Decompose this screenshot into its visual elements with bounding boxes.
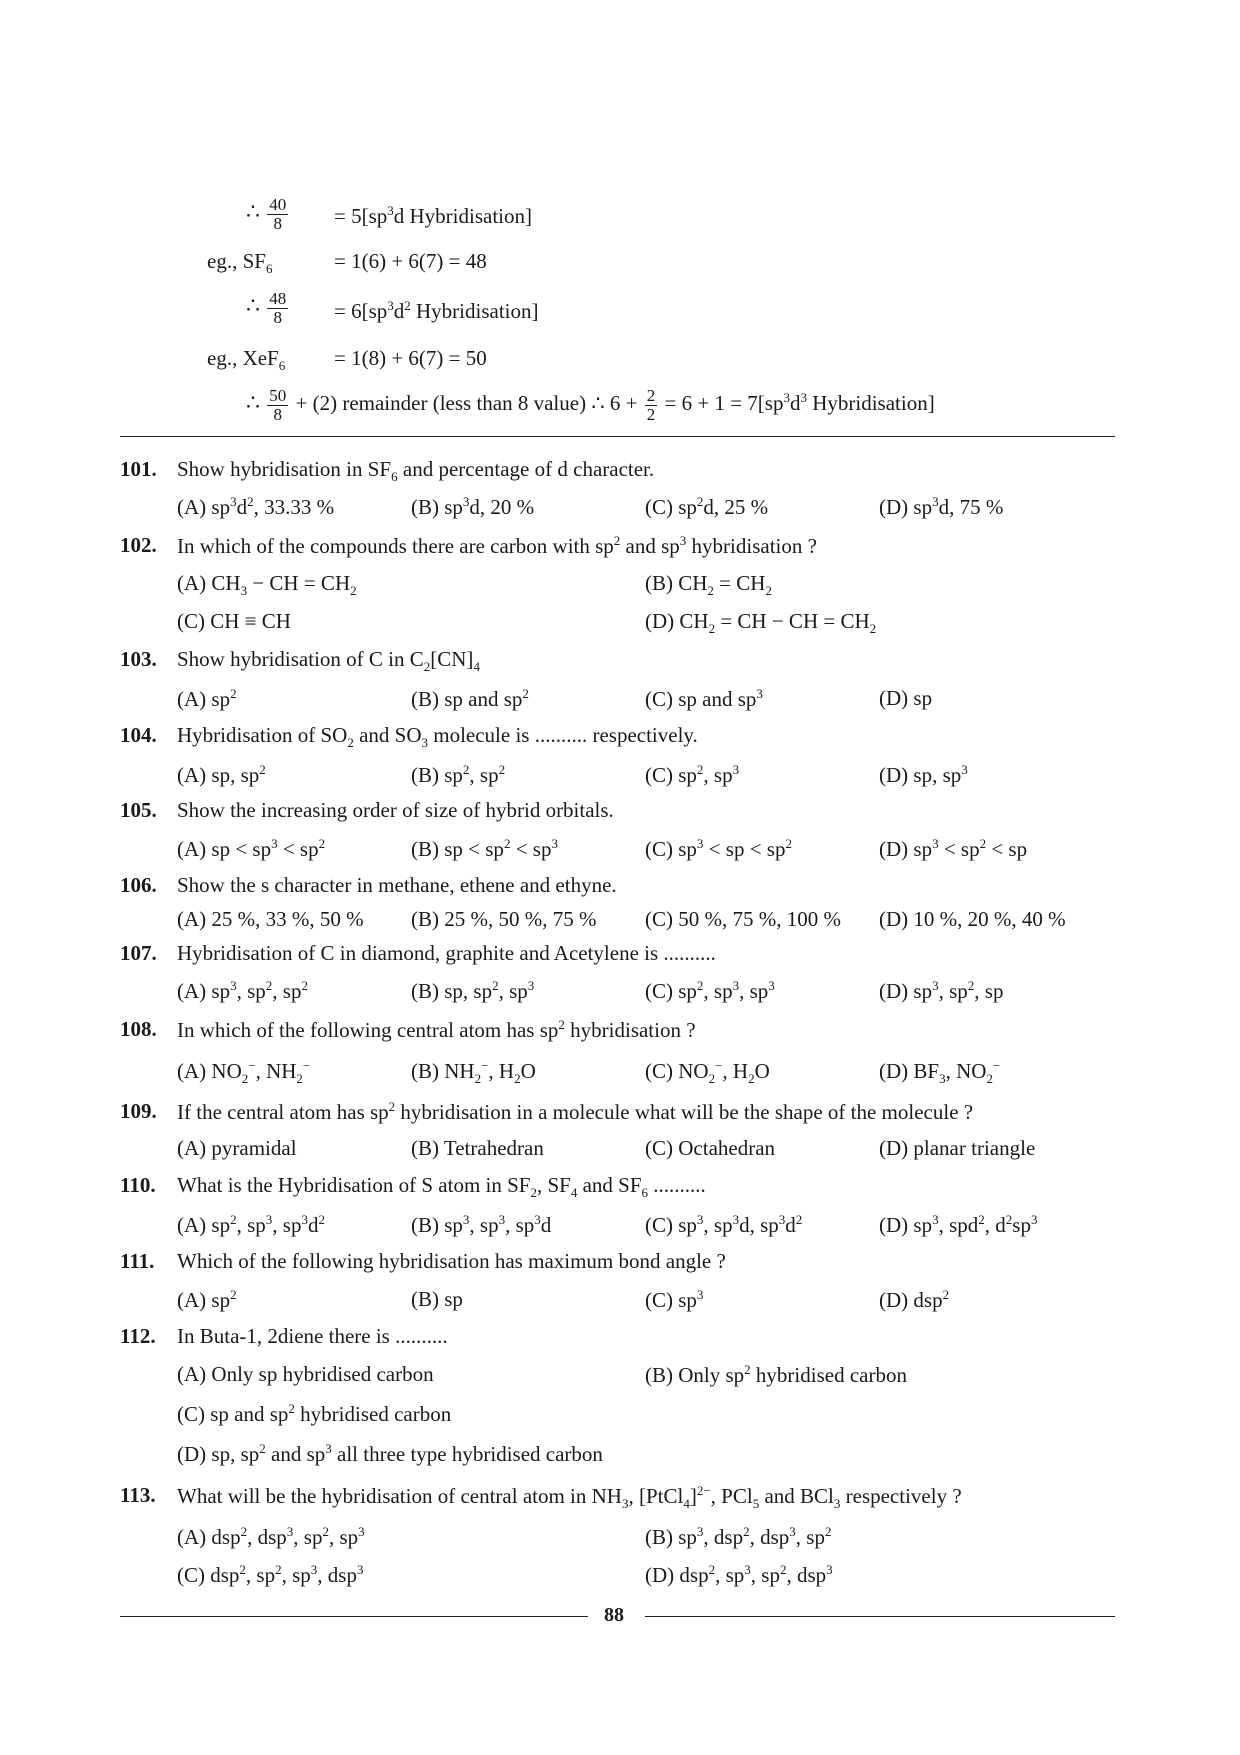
option-d: (D) $CH_2$ = CH − CH = $CH_2$	[645, 609, 877, 637]
option-d: (D) dsp$^2$	[879, 1287, 950, 1312]
question-text: In which of the following central atom has $sp^2$ hybridisation ?	[177, 1017, 696, 1042]
intro-line-3	[246, 290, 290, 327]
question-text: Show hybridisation in $SF_6$ and percentage of d character.	[177, 457, 655, 485]
option-d: (D) $sp^3$, $sp^2$, sp	[879, 978, 1004, 1003]
option-c: (C) sp and $sp^2$ hybridised carbon	[177, 1401, 452, 1426]
question-text: Which of the following hybridisation has maximum bond angle ?	[177, 1249, 726, 1273]
option-c: (C) $sp^2d$, 25 %	[645, 494, 769, 519]
question-number: 111.	[120, 1249, 155, 1273]
option-c: (C) $sp^2$, $sp^3$, $sp^3$	[645, 978, 775, 1003]
question-number: 109.	[120, 1099, 157, 1123]
question-text: What will be the hybridisation of central atom in $NH_3$, [PtCl$_4$]$^{2-}$, PCl$_5$ and BCl$_3$ respectively ?	[177, 1483, 962, 1512]
option-d: (D) sp, $sp^3$	[879, 762, 968, 787]
option-c: (C) CH ≡ CH	[177, 609, 291, 633]
option-a: (A) $CH_3$ − CH = $CH_2$	[177, 571, 357, 599]
intro-line-2-result: = 1(6) + 6(7) = 48	[334, 249, 487, 273]
footer-rule-right	[645, 1616, 1115, 1617]
option-a: (A) Only sp hybridised carbon	[177, 1362, 434, 1386]
question-text: If the central atom has $sp^2$ hybridisation in a molecule what will be the shape of the molecule ?	[177, 1099, 974, 1124]
option-b: (B) Tetrahedran	[411, 1136, 544, 1160]
option-c: (C) Octahedran	[645, 1136, 776, 1160]
intro-line-2-label: eg., $SF_6$	[207, 249, 273, 277]
option-c: (C) 50 %, 75 %, 100 %	[645, 907, 841, 931]
remainder-text: + (2) remainder (less than 8 value) ∴ 6 +	[295, 391, 638, 416]
option-d: (D) $sp^3d$, 75 %	[879, 494, 1004, 519]
intro-line-1-result: = $5[sp^3d$ Hybridisation]	[334, 203, 532, 228]
question-number: 107.	[120, 941, 157, 965]
intro-line-4-result: = 1(8) + 6(7) = 50	[334, 346, 487, 370]
fraction: $\frac{40}{8}$	[269, 195, 287, 233]
option-d: (D) $sp^3$, spd$^2$, $d^2sp^3$	[879, 1212, 1038, 1237]
option-b: (B) $sp^3$, dsp$^2$, dsp$^3$, $sp^2$	[645, 1524, 832, 1549]
footer-rule-left	[120, 1616, 588, 1617]
question-text: Hybridisation of C in diamond, graphite and Acetylene is ..........	[177, 941, 716, 965]
question-text: Hybridisation of $SO_2$ and $SO_3$ molecule is .......... respectively.	[177, 723, 698, 751]
question-number: 103.	[120, 647, 157, 671]
fraction: $\frac{2}{2}$	[646, 386, 656, 424]
option-a: (A) 25 %, 33 %, 50 %	[177, 907, 364, 931]
question-text: Show hybridisation of C in $C_2[CN]_4$	[177, 647, 480, 675]
option-b: (B) sp	[411, 1287, 463, 1311]
divider-top	[120, 436, 1115, 437]
option-c: (C) $sp^3$, $sp^3d$, $sp^3d^2$	[645, 1212, 803, 1237]
question-number: 113.	[120, 1483, 156, 1507]
option-a: (A) $sp^3d^2$, 33.33 %	[177, 494, 335, 519]
option-d: (D) $sp^3 < sp^2$ < sp	[879, 836, 1028, 861]
therefore-symbol: ∴	[246, 199, 260, 225]
option-d: (D) sp	[879, 686, 933, 710]
option-b: (B) Only $sp^2$ hybridised carbon	[645, 1362, 907, 1387]
option-a: (A) pyramidal	[177, 1136, 297, 1160]
option-d: (D) planar triangle	[879, 1136, 1036, 1160]
question-number: 105.	[120, 798, 157, 822]
option-b: (B) sp < $sp^2 < sp^3$	[411, 836, 558, 861]
question-text: Show the increasing order of size of hybrid orbitals.	[177, 798, 614, 822]
option-a: (A) dsp$^2$, dsp$^3$, $sp^2$, $sp^3$	[177, 1524, 365, 1549]
option-d: (D) dsp$^2$, $sp^3$, $sp^2$, dsp$^3$	[645, 1562, 833, 1587]
option-a: (A) $NO_2^-$, $NH_2^-$	[177, 1058, 311, 1087]
intro-line-4-label: eg., XeF$_6$	[207, 346, 286, 374]
result-text: = $6 + 1 = 7[sp^3d^3$ Hybridisation]	[664, 390, 935, 416]
option-b: (B) sp and $sp^2$	[411, 686, 529, 711]
page-number: 88	[604, 1604, 624, 1626]
therefore-symbol: ∴	[246, 293, 260, 319]
therefore-symbol: ∴	[246, 390, 260, 416]
option-a: (A) $sp^2$	[177, 1287, 237, 1312]
option-b: (B) $NH_2^-$, $H_2O$	[411, 1058, 536, 1087]
question-number: 108.	[120, 1017, 157, 1041]
option-c: (C) $sp^3$	[645, 1287, 704, 1312]
intro-line-1	[246, 196, 290, 233]
question-text: What is the Hybridisation of S atom in $SF_2$, $SF_4$ and $SF_6$ ..........	[177, 1173, 706, 1201]
option-b: (B) $sp^3d$, 20 %	[411, 494, 535, 519]
option-b: (B) $sp^3$, $sp^3$, $sp^3d$	[411, 1212, 552, 1237]
option-b: (B) $CH_2 = CH_2$	[645, 571, 772, 599]
option-c: (C) $sp^2$, $sp^3$	[645, 762, 740, 787]
intro-line-5	[246, 387, 935, 424]
option-d: (D) $BF_3$, $NO_2^-$	[879, 1058, 1001, 1087]
option-c: (C) $NO_2^-$, $H_2O$	[645, 1058, 770, 1087]
option-a: (A) $sp^2$	[177, 686, 237, 711]
intro-line-3-result: = $6[sp^3d^2$ Hybridisation]	[334, 298, 539, 323]
question-number: 112.	[120, 1324, 156, 1348]
option-a: (A) $sp^2$, $sp^3$, $sp^3d^2$	[177, 1212, 325, 1237]
option-a: (A) $sp^3$, $sp^2$, $sp^2$	[177, 978, 308, 1003]
question-number: 102.	[120, 533, 157, 557]
option-b: (B) 25 %, 50 %, 75 %	[411, 907, 597, 931]
option-a: (A) sp < $sp^3 < sp^2$	[177, 836, 326, 861]
question-text: In Buta-1, 2diene there is ..........	[177, 1324, 448, 1348]
option-a: (A) sp, $sp^2$	[177, 762, 266, 787]
option-d: (D) sp, $sp^2$ and $sp^3$ all three type hybridised carbon	[177, 1441, 603, 1466]
question-number: 106.	[120, 873, 157, 897]
option-b: (B) sp, $sp^2$, $sp^3$	[411, 978, 535, 1003]
fraction: $\frac{48}{8}$	[269, 289, 287, 327]
option-c: (C) sp and $sp^3$	[645, 686, 763, 711]
question-number: 110.	[120, 1173, 156, 1197]
option-d: (D) 10 %, 20 %, 40 %	[879, 907, 1066, 931]
option-b: (B) $sp^2$, $sp^2$	[411, 762, 506, 787]
question-number: 101.	[120, 457, 157, 481]
question-text: In which of the compounds there are carbon with $sp^2$ and $sp^3$ hybridisation ?	[177, 533, 817, 558]
question-number: 104.	[120, 723, 157, 747]
fraction: $\frac{50}{8}$	[269, 386, 287, 424]
option-c: (C) $sp^3$ < sp < $sp^2$	[645, 836, 792, 861]
question-text: Show the s character in methane, ethene and ethyne.	[177, 873, 617, 897]
option-c: (C) dsp$^2$, $sp^2$, $sp^3$, dsp$^3$	[177, 1562, 364, 1587]
